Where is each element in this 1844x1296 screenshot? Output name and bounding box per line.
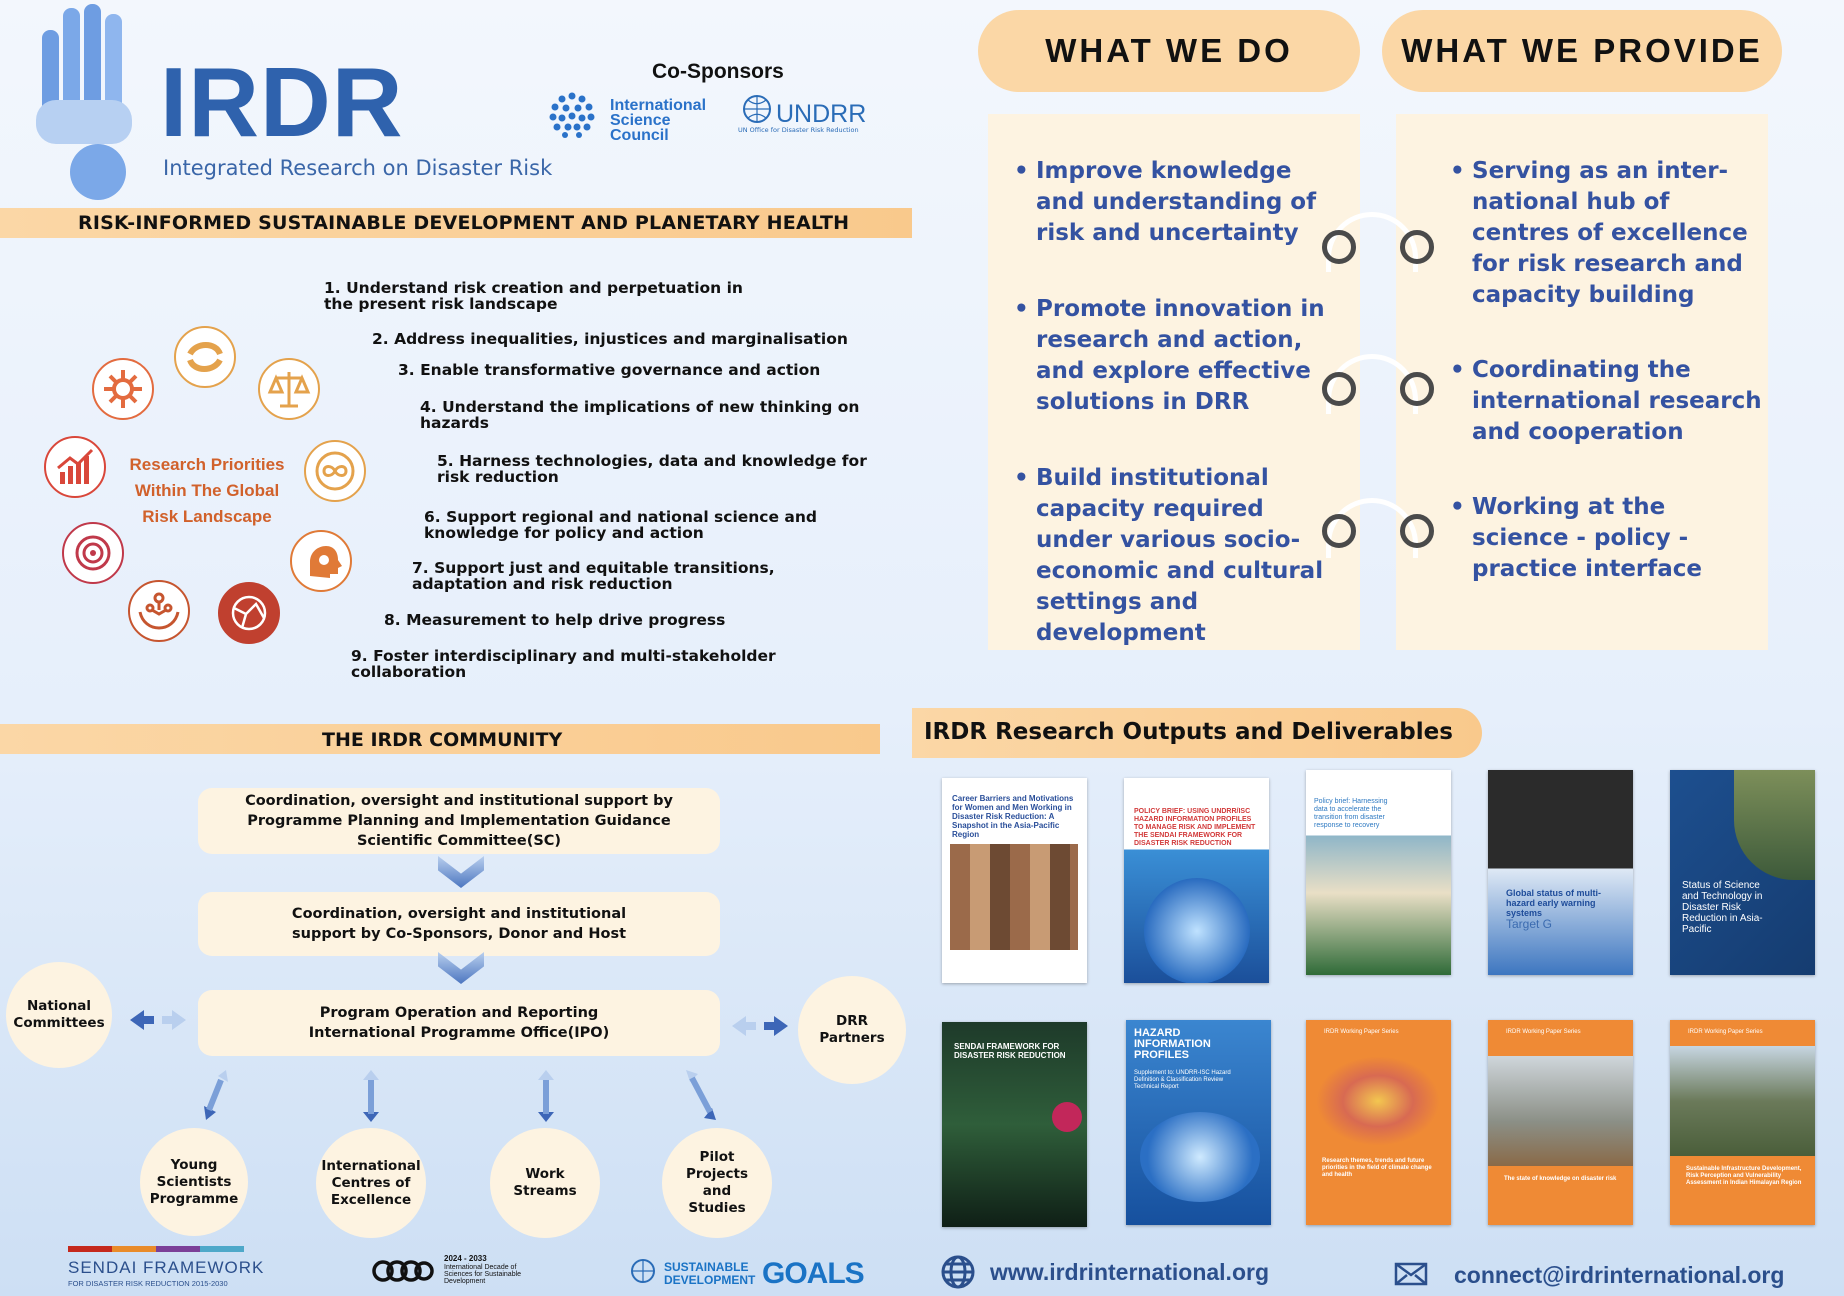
email-link[interactable]: connect@irdrinternational.org — [1454, 1262, 1785, 1288]
what-we-provide-title: WHAT WE PROVIDE — [1382, 10, 1782, 92]
research-priorities-label: Research Priorities Within The Global Risk Landscape — [129, 455, 285, 526]
sendai-sub: FOR DISASTER RISK REDUCTION 2015-2030 — [68, 1279, 228, 1288]
priority-8: 8. Measurement to help drive progress — [384, 611, 726, 629]
what-we-do-item: • Promote innovation in research and action, and explore effective solutions in DRR — [1036, 294, 1326, 418]
undrr-label: UNDRR — [776, 100, 867, 128]
sdg-label-1: SUSTAINABLE — [664, 1260, 749, 1274]
publication-cover[interactable]: Status of Science and Technology in Disaster Risk Reduction in Asia-Pacific — [1670, 770, 1815, 975]
what-we-provide-item: • Serving as an inter-national hub of centres of excellence for risk research and capacity building — [1472, 156, 1762, 311]
growth-chart-icon — [44, 436, 106, 498]
publication-cover[interactable]: Career Barriers and Motivations for Women and Men Working in Disaster Risk Reduction: A Snapshot in the Asia-Pacific Region — [942, 778, 1087, 983]
outputs-banner — [912, 708, 1482, 758]
sendai-color-bar — [68, 1246, 244, 1252]
priority-4: 4. Understand the implications of new thinking on hazards — [420, 398, 860, 432]
decade-years: 2024 - 2033 — [444, 1254, 487, 1263]
publication-cover[interactable]: POLICY BRIEF: USING UNDRR/ISC HAZARD INFORMATION PROFILES TO MANAGE RISK AND IMPLEMENT THE SENDAI FRAMEWORK FOR DISASTER RISK REDUCTION — [1124, 778, 1269, 983]
chain-ring-icon — [1322, 230, 1356, 264]
sdg-goals: GOALS — [762, 1257, 864, 1290]
what-we-provide-item: • Working at the science - policy - practice interface — [1472, 492, 1762, 585]
website-link[interactable]: www.irdrinternational.org — [990, 1259, 1269, 1285]
community-banner — [0, 724, 880, 754]
chain-ring-icon — [1400, 230, 1434, 264]
logo-subtitle: Integrated Research on Disaster Risk — [163, 156, 553, 180]
publication-cover[interactable]: Policy brief: Harnessing data to accelerate the transition from disaster response to recovery — [1306, 770, 1451, 975]
work-streams-circle: Work Streams — [490, 1128, 600, 1238]
young-scientists-circle: Young Scientists Programme — [140, 1128, 248, 1236]
publication-cover[interactable]: IRDR Working Paper Series Research themes, trends and future priorities in the field of climate change and health — [1306, 1020, 1451, 1225]
scientific-committee-box: Coordination, oversight and institutional support by Programme Planning and Implementation Guidance Scientific Committee(SC) — [198, 788, 720, 854]
priority-3: 3. Enable transformative governance and action — [398, 361, 821, 379]
target-icon — [62, 522, 124, 584]
what-we-do-title: WHAT WE DO — [978, 10, 1360, 92]
balance-scale-icon — [258, 358, 320, 420]
national-committees-circle: National Committees — [6, 962, 112, 1068]
logo-title: IRDR — [160, 47, 404, 157]
network-icon — [92, 358, 154, 420]
decade-logo-icon — [372, 1256, 434, 1286]
what-we-do-item: • Build institutional capacity required under various socio-economic and cultural settings and development — [1036, 463, 1326, 649]
decade-text: International Decade of Sciences for Sustainable Development — [444, 1264, 522, 1285]
double-arrow-icon — [128, 1008, 188, 1032]
priority-2: 2. Address inequalities, injustices and marginalisation — [372, 330, 848, 348]
priority-6: 6. Support regional and national science and knowledge for policy and action — [424, 508, 817, 542]
down-chevron-icon — [438, 856, 484, 888]
publication-cover[interactable]: Global status of multi-hazard early warning systems Target G — [1488, 770, 1633, 975]
chain-ring-icon — [1322, 372, 1356, 406]
isc-logo-icon — [548, 90, 596, 138]
vertical-arrows-icon — [196, 1068, 836, 1124]
publication-cover[interactable]: IRDR Working Paper Series The state of knowledge on disaster risk — [1488, 1020, 1633, 1225]
email-icon[interactable] — [1394, 1262, 1428, 1286]
globe-icon[interactable] — [940, 1254, 976, 1290]
priority-5: 5. Harness technologies, data and knowledge for risk reduction — [437, 452, 867, 486]
priorities-banner-text: RISK-INFORMED SUSTAINABLE DEVELOPMENT AND PLANETARY HEALTH — [78, 212, 850, 234]
un-emblem-icon — [738, 92, 776, 128]
what-we-do-list — [1036, 156, 1326, 649]
outputs-banner-text: IRDR Research Outputs and Deliverables — [924, 719, 1453, 745]
priority-1: 1. Understand risk creation and perpetuation in the present risk landscape — [324, 279, 743, 313]
chain-ring-icon — [1322, 514, 1356, 548]
hands-network-icon — [128, 580, 190, 642]
publication-cover[interactable]: SENDAI FRAMEWORK FOR DISASTER RISK REDUCTION — [942, 1022, 1087, 1227]
cosponsors-title: Co-Sponsors — [652, 60, 784, 83]
un-emblem-icon — [628, 1258, 658, 1286]
undrr-sub-label: UN Office for Disaster Risk Reduction — [738, 126, 859, 134]
priorities-banner — [0, 208, 912, 238]
globe-network-icon — [218, 582, 280, 644]
infinity-icon — [304, 440, 366, 502]
down-chevron-icon — [438, 952, 484, 984]
what-we-do-item: • Improve knowledge and understanding of risk and uncertainty — [1036, 156, 1326, 249]
priority-9: 9. Foster interdisciplinary and multi-stakeholder collaboration — [351, 647, 776, 681]
pilot-projects-circle: Pilot Projects and Studies — [662, 1128, 772, 1238]
chain-ring-icon — [1400, 514, 1434, 548]
drr-partners-circle: DRR Partners — [798, 976, 906, 1084]
sendai-logo: SENDAI FRAMEWORK — [68, 1258, 265, 1277]
publication-cover[interactable]: IRDR Working Paper Series Sustainable Infrastructure Development, Risk Perception and Vulnerability Assessment in Indian Himalayan Region — [1670, 1020, 1815, 1225]
what-we-provide-item: • Coordinating the international research and cooperation — [1472, 355, 1762, 448]
double-arrow-icon — [730, 1014, 790, 1038]
chain-ring-icon — [1400, 372, 1434, 406]
centres-of-excellence-circle: International Centres of Excellence — [316, 1128, 426, 1238]
ipo-box: Program Operation and Reporting International Programme Office(IPO) — [198, 990, 720, 1056]
isc-label: International Science Council — [610, 97, 707, 144]
head-gear-icon — [290, 530, 352, 592]
irdr-hand-logo-icon — [36, 4, 142, 200]
publication-cover[interactable]: HAZARD INFORMATION PROFILES Supplement to: UNDRR-ISC Hazard Definition & Classification Review Technical Report — [1126, 1020, 1271, 1225]
cosponsors-box: Coordination, oversight and institutional support by Co-Sponsors, Donor and Host — [198, 892, 720, 956]
sdg-label-2: DEVELOPMENT — [664, 1273, 756, 1287]
what-we-provide-list — [1472, 156, 1762, 585]
swirl-icon — [174, 326, 236, 388]
community-banner-text: THE IRDR COMMUNITY — [322, 729, 563, 751]
priority-7: 7. Support just and equitable transitions, adaptation and risk reduction — [412, 559, 775, 593]
